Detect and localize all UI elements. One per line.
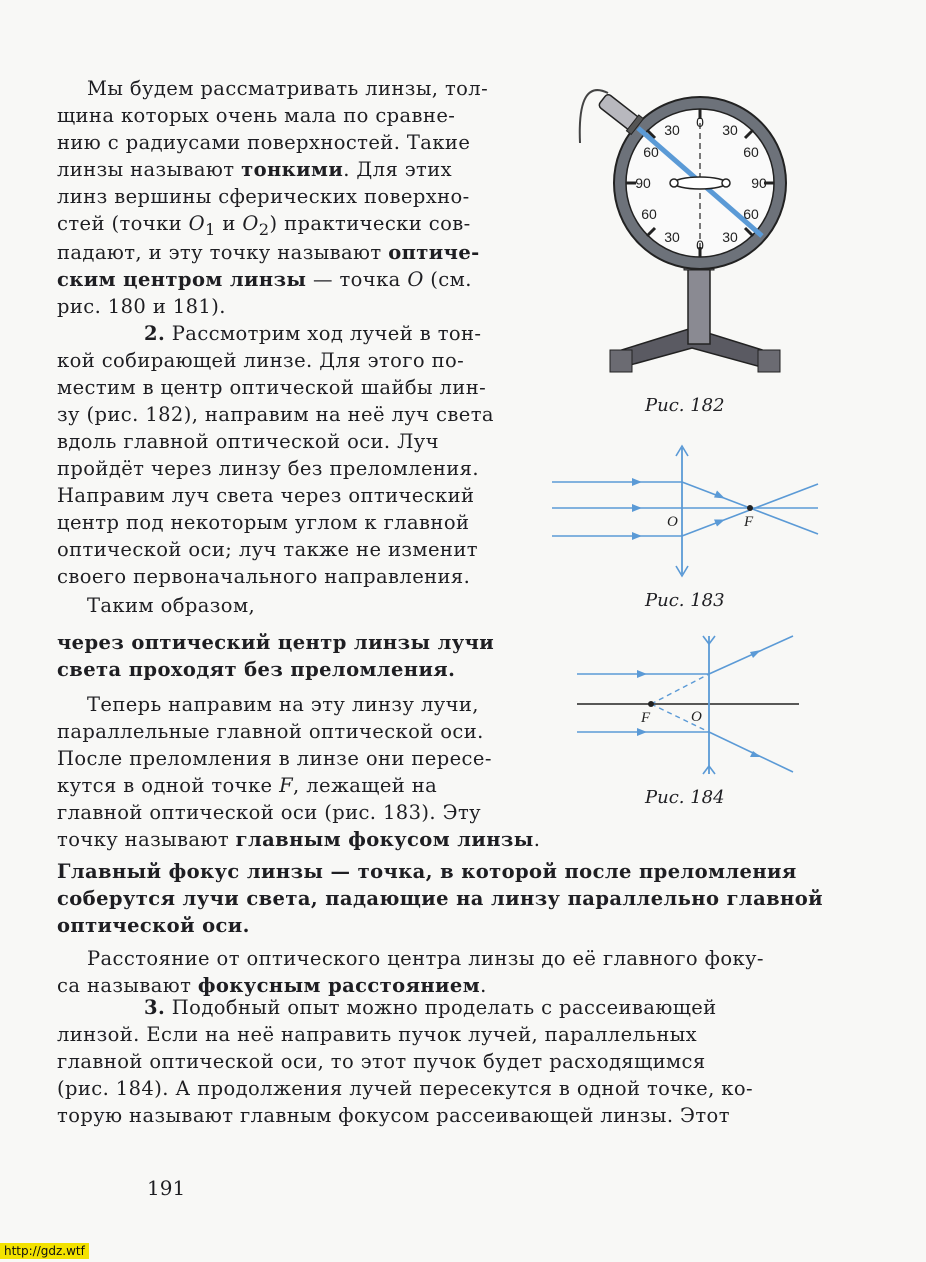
- text-line-2: щина которых очень мала по сравне-: [57, 104, 456, 127]
- dial-mark: 60: [643, 144, 659, 160]
- text-span: са называют: [57, 974, 198, 997]
- stand-foot-right: [758, 350, 780, 372]
- figure-184-diverging-lens: [575, 632, 801, 778]
- text-line-7: [57, 240, 480, 266]
- dial-mark: 30: [664, 229, 680, 245]
- subscript: 2: [258, 219, 270, 239]
- symbol-o: O: [188, 212, 206, 235]
- text-span: Подобный опыт можно проделать с рассеивающей: [165, 996, 717, 1019]
- label-o: O: [667, 514, 678, 530]
- dial-mark: 90: [635, 175, 651, 191]
- text-span: . Для этих: [343, 158, 453, 181]
- text-line-32: Расстояние от оптического центра линзы до её главного фоку-: [87, 947, 764, 970]
- text-line-27: главной оптической оси (рис. 183). Эту: [57, 801, 482, 824]
- text-span: ) практически сов-: [269, 212, 471, 235]
- text-line-26: [57, 773, 437, 799]
- text-line-34: [144, 995, 717, 1021]
- text-span: и: [215, 212, 243, 235]
- text-line-5: линз вершины сферических поверхно-: [57, 185, 470, 208]
- text-line-4: [57, 157, 452, 183]
- dial-mark: 0: [696, 114, 704, 130]
- text-line-20: Таким образом,: [87, 594, 256, 617]
- light-source-icon: [597, 92, 644, 135]
- dial-mark: 60: [641, 206, 657, 222]
- rule-line-1: через оптический центр линзы лучи: [57, 631, 495, 654]
- term-focal-length: фокусным расстоянием: [197, 974, 481, 997]
- text-line-37: (рис. 184). А продолжения лучей пересекутся в одной точке, ко-: [57, 1077, 754, 1100]
- text-line-11: кой собирающей линзе. Для этого по-: [57, 349, 465, 372]
- dial-mark: 30: [664, 122, 680, 138]
- text-line-13: зу (рис. 182), направим на неё луч света: [57, 403, 494, 426]
- text-line-23: Теперь направим на эту линзу лучи,: [87, 693, 479, 716]
- figure-183-converging-lens: [550, 440, 822, 580]
- ray-extension: [651, 674, 709, 704]
- symbol-o: O: [407, 268, 424, 291]
- text-line-8: [57, 267, 472, 293]
- text-line-6: [57, 211, 471, 243]
- text-line-28: [57, 827, 540, 853]
- text-line-35: линзой. Если на неё направить пучок лучей, параллельных: [57, 1023, 698, 1046]
- text-line-38: торую называют главным фокусом рассеивающей линзы. Этот: [57, 1104, 730, 1127]
- stand-pole: [688, 266, 710, 344]
- text-span: Рассмотрим ход лучей в тон-: [165, 322, 482, 345]
- section-number: 3.: [144, 996, 166, 1019]
- text-span: линзы называют: [57, 158, 242, 181]
- text-span: — точка: [306, 268, 408, 291]
- ray-line: [709, 636, 793, 674]
- text-span: точку называют: [57, 828, 236, 851]
- caption-fig-183: Рис. 183: [645, 590, 725, 611]
- dial-mark: 60: [743, 144, 759, 160]
- term-optical-center: ским центром линзы: [57, 268, 307, 291]
- text-span: (см.: [423, 268, 472, 291]
- definition-line-2: соберутся лучи света, падающие на линзу параллельно главной: [57, 887, 823, 910]
- term-optical-center: оптиче-: [388, 241, 480, 264]
- focus-point: [747, 505, 753, 511]
- watermark-link[interactable]: http://gdz.wtf: [0, 1243, 89, 1259]
- rule-line-2: света проходят без преломления.: [57, 658, 456, 681]
- page-number: 191: [147, 1176, 186, 1200]
- dial-mark: 30: [722, 122, 738, 138]
- label-o: O: [691, 709, 702, 725]
- stand-foot-left: [610, 350, 632, 372]
- figure-182-optical-disc: [560, 78, 822, 376]
- text-span: .: [480, 974, 487, 997]
- text-line-9: рис. 180 и 181).: [57, 295, 226, 318]
- text-line-25: После преломления в линзе они пересе-: [57, 747, 492, 770]
- text-line-14: вдоль главной оптической оси. Луч: [57, 430, 439, 453]
- text-span: .: [533, 828, 541, 851]
- dial-mark: 0: [696, 237, 704, 253]
- text-line-17: центр под некоторым углом к главной: [57, 511, 470, 534]
- symbol-o: O: [242, 212, 259, 235]
- ray-line: [709, 732, 793, 772]
- term-thin: тонкими: [241, 158, 344, 181]
- caption-fig-184: Рис. 184: [645, 787, 725, 808]
- focus-point: [648, 701, 654, 707]
- text-line-18: оптической оси; луч также не изменит: [57, 538, 478, 561]
- label-f: F: [744, 514, 754, 530]
- definition-line-1: Главный фокус линзы — точка, в которой после преломления: [57, 860, 797, 883]
- text-line-36: главной оптической оси, то этот пучок будет расходящимся: [57, 1050, 706, 1073]
- text-line-12: местим в центр оптической шайбы лин-: [57, 376, 487, 399]
- definition-line-3: оптической оси.: [57, 914, 250, 937]
- caption-fig-182: Рис. 182: [645, 395, 725, 416]
- text-span: кутся в одной точке: [57, 774, 280, 797]
- section-number: 2.: [144, 322, 166, 345]
- text-line-24: параллельные главной оптической оси.: [57, 720, 484, 743]
- subscript: 1: [205, 219, 216, 239]
- lens-icon: [670, 177, 730, 189]
- text-span: падают, и эту точку называют: [57, 241, 389, 264]
- label-f: F: [641, 710, 651, 726]
- text-line-15: пройдёт через линзу без преломления.: [57, 457, 479, 480]
- symbol-f: F: [279, 774, 294, 797]
- text-span: , лежащей на: [293, 774, 438, 797]
- text-line-19: своего первоначального направления.: [57, 565, 471, 588]
- text-line-10: [144, 321, 481, 347]
- term-main-focus: главным фокусом линзы: [235, 828, 534, 851]
- text-line-1: Мы будем рассматривать линзы, тол-: [87, 77, 489, 100]
- text-span: стей (точки: [57, 212, 189, 235]
- ray-arrows: [632, 478, 725, 540]
- dial-mark: 90: [751, 175, 767, 191]
- text-line-16: Направим луч света через оптический: [57, 484, 475, 507]
- dial-mark: 30: [722, 229, 738, 245]
- dial-mark: 60: [743, 206, 759, 222]
- text-line-3: нию с радиусами поверхностей. Такие: [57, 131, 471, 154]
